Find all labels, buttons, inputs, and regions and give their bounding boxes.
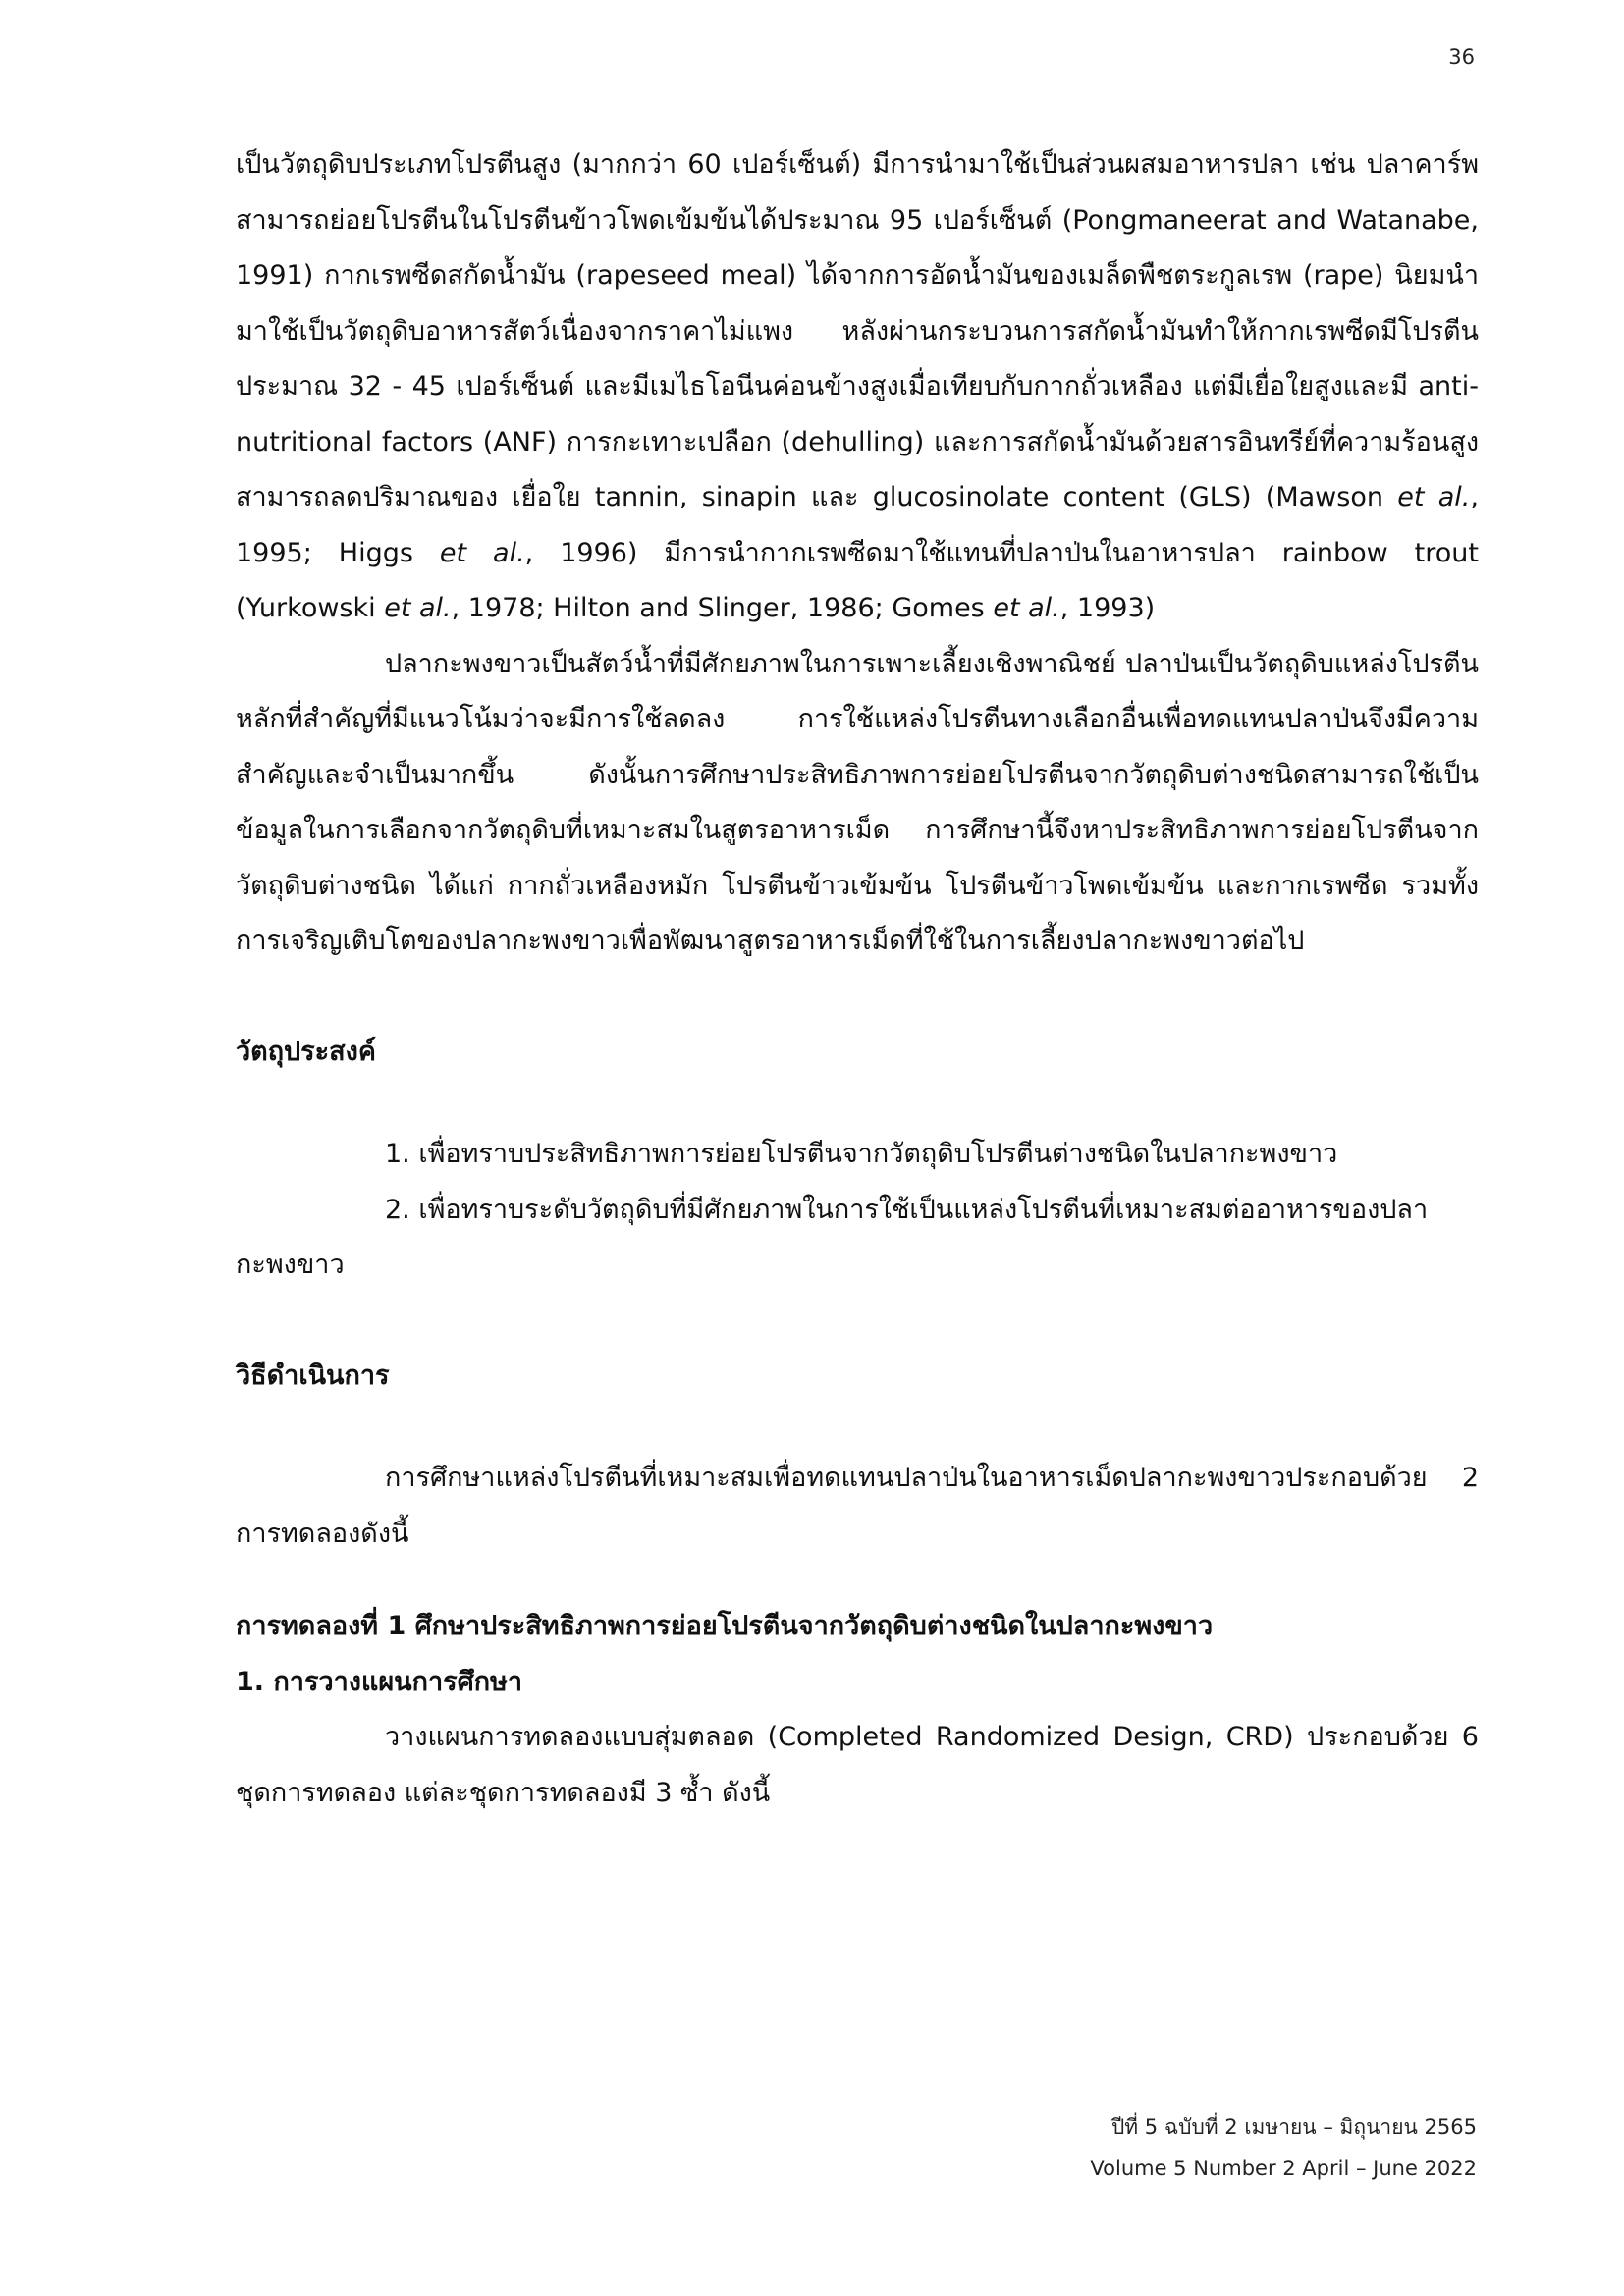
page-number: 36 [1448, 45, 1475, 69]
text-run: , 1978; Hilton and Slinger, 1986; Gomes [451, 593, 994, 623]
footer-thai-issue: ปีที่ 5 ฉบับที่ 2 เมษายน – มิถุนายน 2565 [1110, 2115, 1477, 2139]
italic-run: et al. [1397, 482, 1471, 512]
objective-item-2-continued: กะพงขาว [236, 1250, 345, 1280]
methods-intro: การศึกษาแหล่งโปรตีนที่เหมาะสมเพื่อทดแทนปลาป่นในอาหารเม็ดปลากะพงขาวประกอบด้วย 2 การทดลองดังนี้ [236, 1463, 1479, 1549]
intro-paragraph-1 [236, 137, 1479, 637]
footer-english-issue: Volume 5 Number 2 April – June 2022 [1090, 2157, 1477, 2180]
text-run: เป็นวัตถุดิบประเภทโปรตีนสูง (มากกว่า 60 เปอร์เซ็นต์) มีการนำมาใช้เป็นส่วนผสมอาหารปลา เช่น ปลาคาร์พสามารถย่อยโปรตีนในโปรตีนข้าวโพดเข้มข้นได้ประมาณ 95 เปอร์เซ็นต์ (Pongmaneerat and Watanabe, 1991) กากเรพซีดสกัดน้ำมัน (rapeseed meal) ได้จากการอัดน้ำมันของเมล็ดพืชตระกูลเรพ (rape) นิยมนำมาใช้เป็นวัตถุดิบอาหารสัตว์เนื่องจากราคาไม่แพง หลังผ่านกระบวนการสกัดน้ำมันทำให้กากเรพซีดมีโปรตีนประมาณ 32 - 45 เปอร์เซ็นต์ และมีเมไธโอนีนค่อนข้างสูงเมื่อเทียบกับกากถั่วเหลือง แต่มีเยื่อใยสูงและมี anti-nutritional factors (ANF) การกะเทาะเปลือก (dehulling) และการสกัดน้ำมันด้วยสารอินทรีย์ที่ความร้อนสูงสามารถลดปริมาณของ เยื่อใย tannin, sinapin และ glucosinolate content (GLS) (Mawson [236, 149, 1479, 512]
italic-run: et al. [439, 537, 525, 568]
study-plan-heading: 1. การวางแผนการศึกษา [236, 1666, 523, 1697]
objectives-heading: วัตถุประสงค์ [236, 1036, 376, 1067]
italic-run: et al. [384, 593, 452, 623]
intro-paragraph-2: ปลากะพงขาวเป็นสัตว์น้ำที่มีศักยภาพในการเพาะเลี้ยงเชิงพาณิชย์ ปลาป่นเป็นวัตถุดิบแหล่งโปรตีนหลักที่สำคัญที่มีแนวโน้มว่าจะมีการใช้ลดลง การใช้แหล่งโปรตีนทางเลือกอื่นเพื่อทดแทนปลาป่นจึงมีความสำคัญและจำเป็นมากขึ้น ดังนั้นการศึกษาประสิทธิภาพการย่อยโปรตีนจากวัตถุดิบต่างชนิดสามารถใช้เป็นข้อมูลในการเลือกจากวัตถุดิบที่เหมาะสมในสูตรอาหารเม็ด การศึกษานี้จึงหาประสิทธิภาพการย่อยโปรตีนจากวัตถุดิบต่างชนิด ได้แก่ กากถั่วเหลืองหมัก โปรตีนข้าวเข้มข้น โปรตีนข้าวโพดเข้มข้น และกากเรพซีด รวมทั้งการเจริญเติบโตของปลากะพงขาวเพื่อพัฒนาสูตรอาหารเม็ดที่ใช้ในการเลี้ยงปลากะพงขาวต่อไป [236, 648, 1479, 956]
objective-item-1: 1. เพื่อทราบประสิทธิภาพการย่อยโปรตีนจากวัตถุดิบโปรตีนต่างชนิดในปลากะพงขาว [385, 1139, 1338, 1169]
study-plan-text: วางแผนการทดลองแบบสุ่มตลอด (Completed Randomized Design, CRD) ประกอบด้วย 6 ชุดการทดลอง แต่ละชุดการทดลองมี 3 ซ้ำ ดังนี้ [236, 1722, 1479, 1808]
objective-item-2: 2. เพื่อทราบระดับวัตถุดิบที่มีศักยภาพในการใช้เป็นแหล่งโปรตีนที่เหมาะสมต่ออาหารของปลา [385, 1194, 1429, 1225]
text-run: , 1993) [1059, 593, 1156, 623]
text-run: , 1995; Higgs [236, 482, 1479, 568]
text-run: , 1996) มีการนำกากเรพซีดมาใช้แทนที่ปลาป่นในอาหารปลา rainbow trout (Yurkowski [236, 537, 1479, 623]
methods-heading: วิธีดำเนินการ [236, 1360, 390, 1391]
document-body [236, 137, 1479, 1821]
experiment-1-heading: การทดลองที่ 1 ศึกษาประสิทธิภาพการย่อยโปรตีนจากวัตถุดิบต่างชนิดในปลากะพงขาว [236, 1611, 1214, 1641]
italic-run: et al. [993, 593, 1060, 623]
journal-footer [1090, 2107, 1477, 2189]
